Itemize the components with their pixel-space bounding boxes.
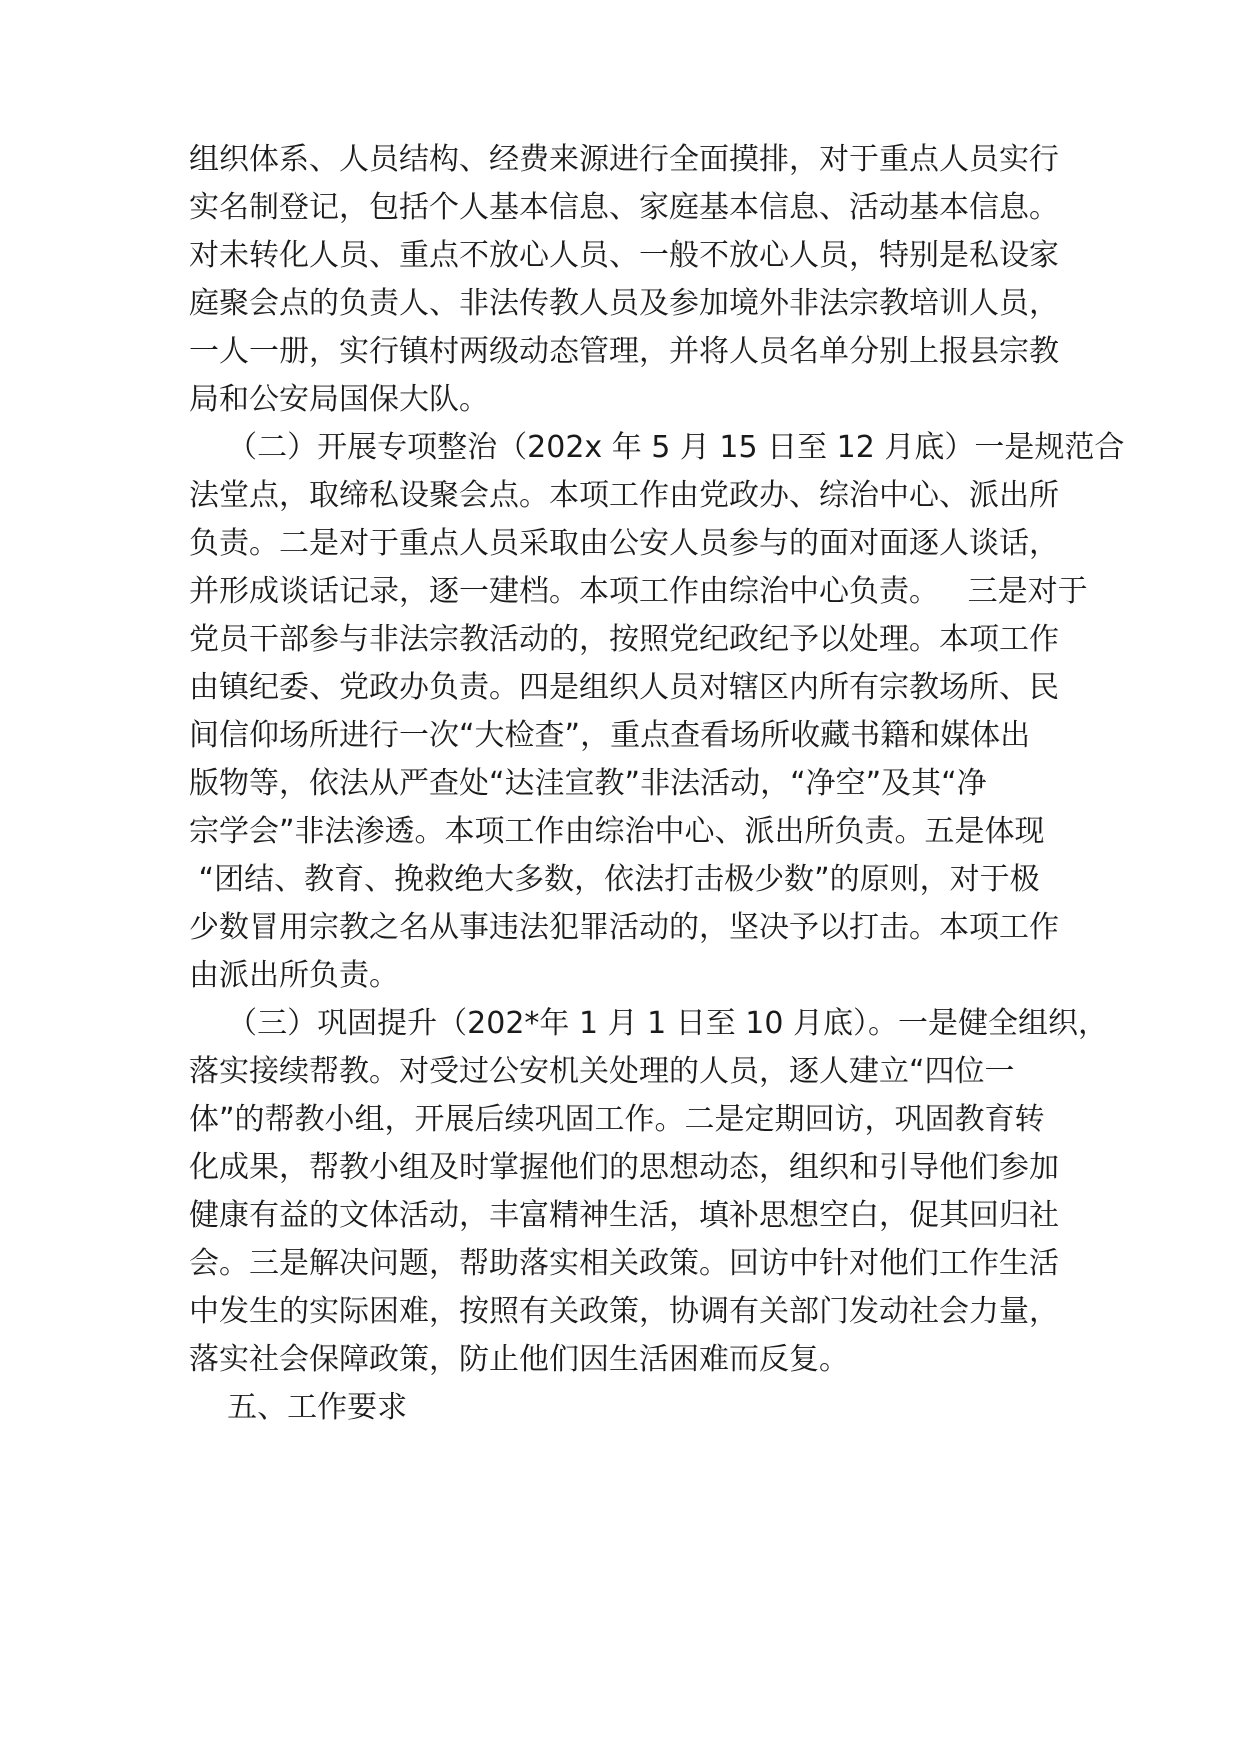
paragraph-line: 落实社会保障政策，防止他们因生活困难而反复。 <box>189 1342 849 1377</box>
section-heading-line: 五、工作要求 <box>189 1390 408 1425</box>
paragraph-line: 对未转化人员、重点不放心人员、一般不放心人员，特别是私设家 <box>189 238 1059 273</box>
paragraph-line: 落实接续帮教。对受过公安机关处理的人员，逐人建立“四位一 <box>189 1054 1015 1089</box>
paragraph-line: 健康有益的文体活动，丰富精神生活，填补思想空白，促其回归社 <box>189 1198 1059 1233</box>
paragraph-line: 庭聚会点的负责人、非法传教人员及参加境外非法宗教培训人员， <box>189 286 1059 321</box>
paragraph-line: 负责。二是对于重点人员采取由公安人员参与的面对面逐人谈话， <box>189 526 1059 561</box>
paragraph-line: 实名制登记，包括个人基本信息、家庭基本信息、活动基本信息。 <box>189 190 1059 225</box>
paragraph-line: 间信仰场所进行一次“大检查”，重点查看场所收藏书籍和媒体出 <box>189 718 1031 753</box>
paragraph-line: 化成果，帮教小组及时掌握他们的思想动态，组织和引导他们参加 <box>189 1150 1059 1185</box>
paragraph-line: 中发生的实际困难，按照有关政策，协调有关部门发动社会力量， <box>189 1294 1059 1329</box>
paragraph-line: 局和公安局国保大队。 <box>189 382 489 417</box>
paragraph-line: 一人一册，实行镇村两级动态管理，并将人员名单分别上报县宗教 <box>189 334 1059 369</box>
paragraph-line: 并形成谈话记录，逐一建档。本项工作由综治中心负责。 三是对于 <box>189 574 1088 609</box>
paragraph-line: 体”的帮教小组，开展后续巩固工作。二是定期回访，巩固教育转 <box>189 1102 1045 1137</box>
paragraph-line: 由镇纪委、党政办负责。四是组织人员对辖区内所有宗教场所、民 <box>189 670 1059 705</box>
paragraph-line: 由派出所负责。 <box>189 958 399 993</box>
paragraph-line: 少数冒用宗教之名从事违法犯罪活动的，坚决予以打击。本项工作 <box>189 910 1059 945</box>
section-heading-line: （三）巩固提升（202*年 1 月 1 日至 10 月底）。一是健全组织， <box>189 1006 1108 1041</box>
paragraph-line: 组织体系、人员结构、经费来源进行全面摸排，对于重点人员实行 <box>189 142 1059 177</box>
paragraph-line: 党员干部参与非法宗教活动的，按照党纪政纪予以处理。本项工作 <box>189 622 1059 657</box>
paragraph-line: 宗学会”非法渗透。本项工作由综治中心、派出所负责。五是体现 <box>189 814 1045 849</box>
paragraph-line: “团结、教育、挽救绝大多数，依法打击极少数”的原则，对于极 <box>189 862 1040 897</box>
section-heading-line: （二）开展专项整治（202x 年 5 月 15 日至 12 月底）一是规范合 <box>189 430 1125 465</box>
paragraph-line: 会。三是解决问题，帮助落实相关政策。回访中针对他们工作生活 <box>189 1246 1059 1281</box>
paragraph-line: 版物等，依法从严查处“达洼宣教”非法活动，“净空”及其“净 <box>189 766 987 801</box>
paragraph-line: 法堂点，取缔私设聚会点。本项工作由党政办、综治中心、派出所 <box>189 478 1059 513</box>
